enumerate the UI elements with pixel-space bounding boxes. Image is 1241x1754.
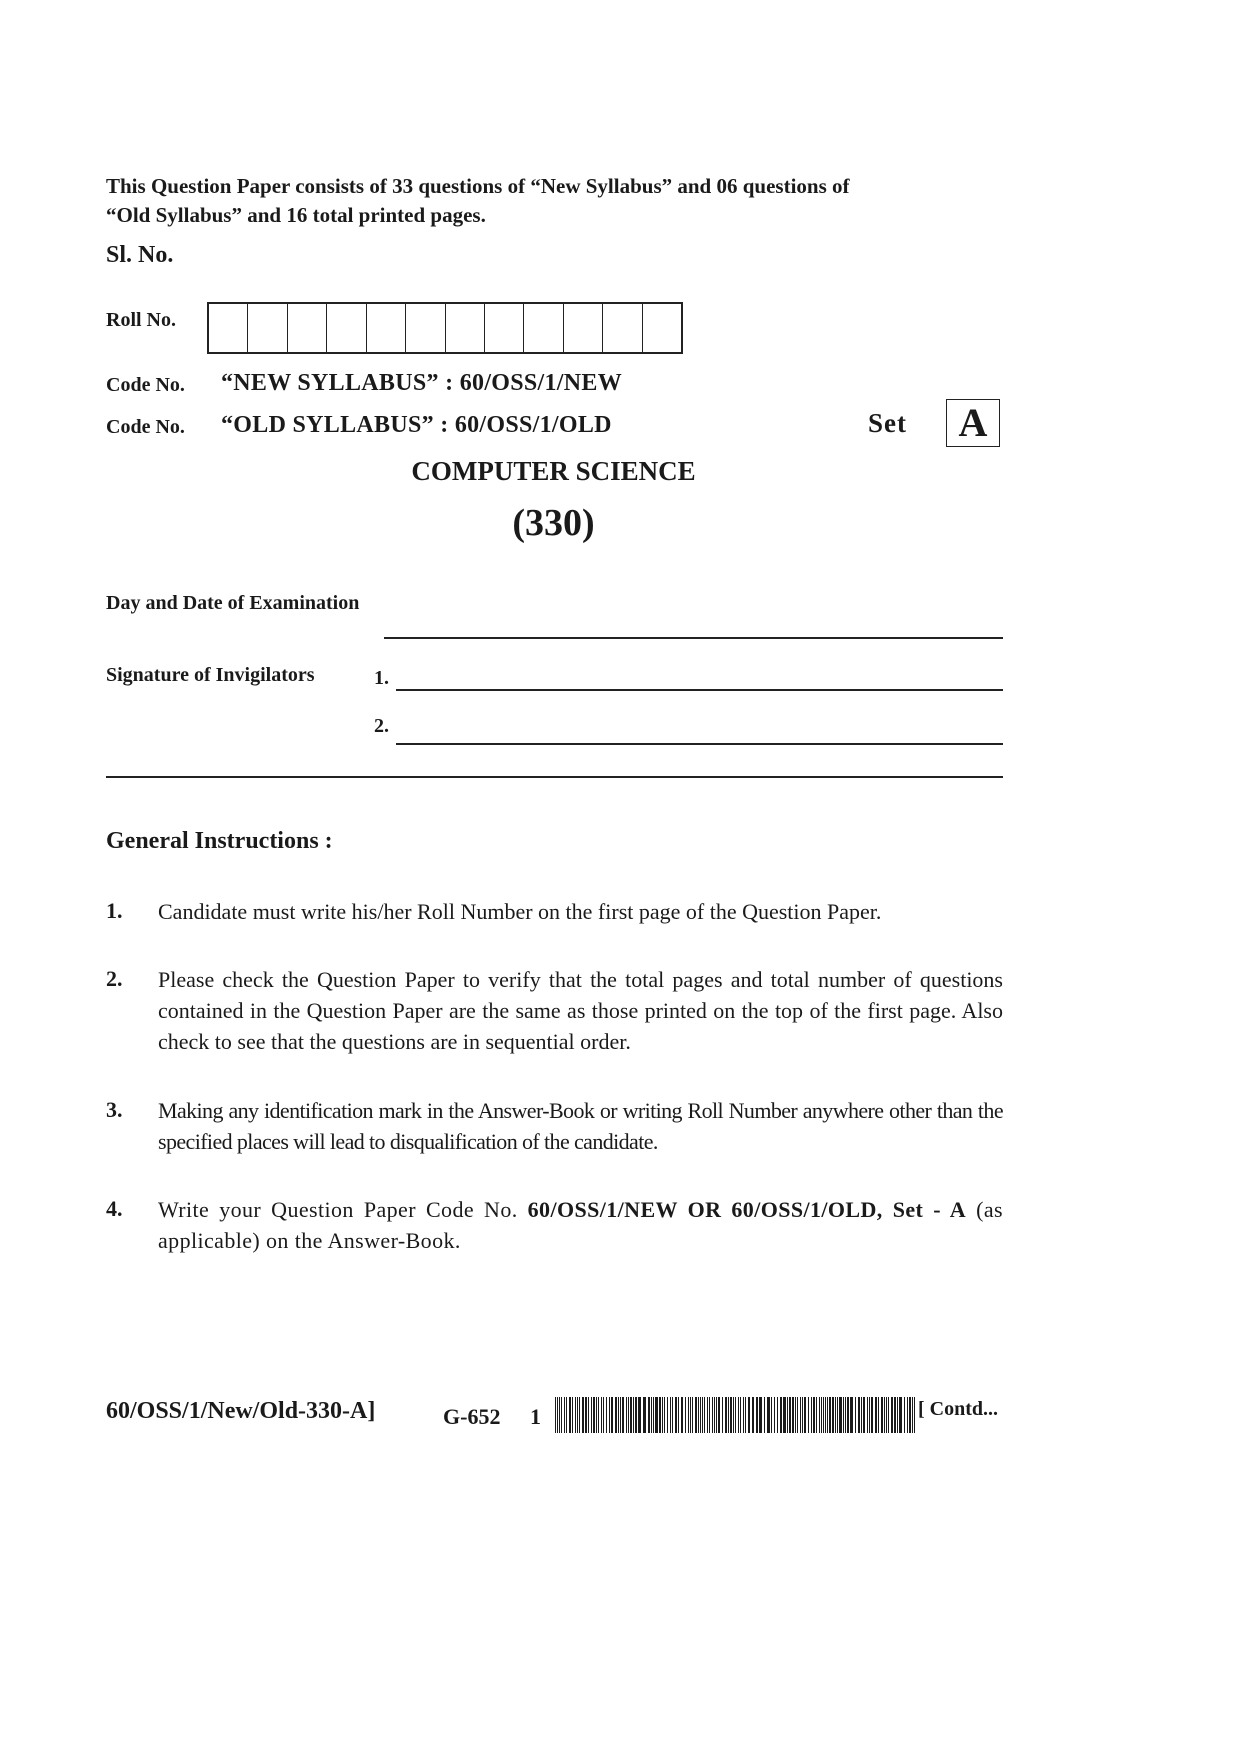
invigilator-signature-label: Signature of Invigilators [106,664,315,686]
signature-line-2[interactable] [396,743,1003,745]
roll-number-cell[interactable] [248,304,287,352]
instruction-text: Making any identification mark in the Answer-Book or writing Roll Number anywhere other than the specified places will lead to disqualification of the candidate. [158,1098,1003,1154]
roll-number-cell[interactable] [524,304,563,352]
paper-info-line-2: “Old Syllabus” and 16 total printed pages. [106,203,486,227]
instruction-number: 1. [106,898,123,923]
roll-number-boxes[interactable] [207,302,683,354]
page-number: 1 [530,1404,541,1429]
subject-code: (330) [512,502,595,544]
general-instructions-title: General Instructions : [106,828,333,854]
instruction-number: 2. [106,966,123,991]
code-label: Code No. [106,374,185,396]
roll-number-cell[interactable] [288,304,327,352]
exam-date-label: Day and Date of Examination [106,592,360,614]
signature-number-1: 1. [374,667,389,689]
instruction-number: 4. [106,1196,123,1221]
instruction-paper-codes: 60/OSS/1/NEW OR 60/OSS/1/OLD, Set - A [527,1197,967,1222]
roll-number-cell[interactable] [485,304,524,352]
roll-number-cell[interactable] [406,304,445,352]
signature-number-2: 2. [374,715,389,737]
signature-line-1[interactable] [396,689,1003,691]
section-divider [106,776,1003,778]
exam-date-line[interactable] [384,637,1003,639]
instruction-text-pre: Write your Question Paper Code No. [158,1197,528,1222]
instruction-text: Please check the Question Paper to verify that the total pages and total number of questions contained in the Question Paper are the same as those printed on the top of the first page. Also check to see that the questions are in sequential order. [158,967,1003,1054]
roll-number-cell[interactable] [446,304,485,352]
subject-title: COMPUTER SCIENCE [411,456,696,486]
roll-number-cell[interactable] [564,304,603,352]
paper-info-line-1: This Question Paper consists of 33 questions of “New Syllabus” and 06 questions of [106,174,850,198]
footer-paper-code: 60/OSS/1/New/Old-330-A] [106,1398,376,1424]
set-value-box: A [946,399,1000,447]
serial-number-label: Sl. No. [106,242,174,268]
roll-number-cell[interactable] [367,304,406,352]
roll-number-cell[interactable] [209,304,248,352]
instruction-text-post: (as applicable) on the Answer-Book. [158,1197,1003,1253]
code-label: Code No. [106,416,185,438]
code-value-old: “OLD SYLLABUS” : 60/OSS/1/OLD [221,412,612,438]
roll-number-cell[interactable] [327,304,366,352]
roll-number-cell[interactable] [603,304,642,352]
roll-number-label: Roll No. [106,309,176,331]
code-value-new: “NEW SYLLABUS” : 60/OSS/1/NEW [221,370,623,396]
set-label: Set [868,408,907,438]
footer-g-code: G-652 [443,1404,501,1429]
instruction-text [158,1194,1003,1256]
instruction-text: Candidate must write his/her Roll Number on the first page of the Question Paper. [158,899,882,924]
roll-number-cell[interactable] [643,304,681,352]
instruction-number: 3. [106,1097,123,1122]
barcode-icon [555,1397,915,1433]
continued-label: [ Contd... [918,1398,999,1420]
